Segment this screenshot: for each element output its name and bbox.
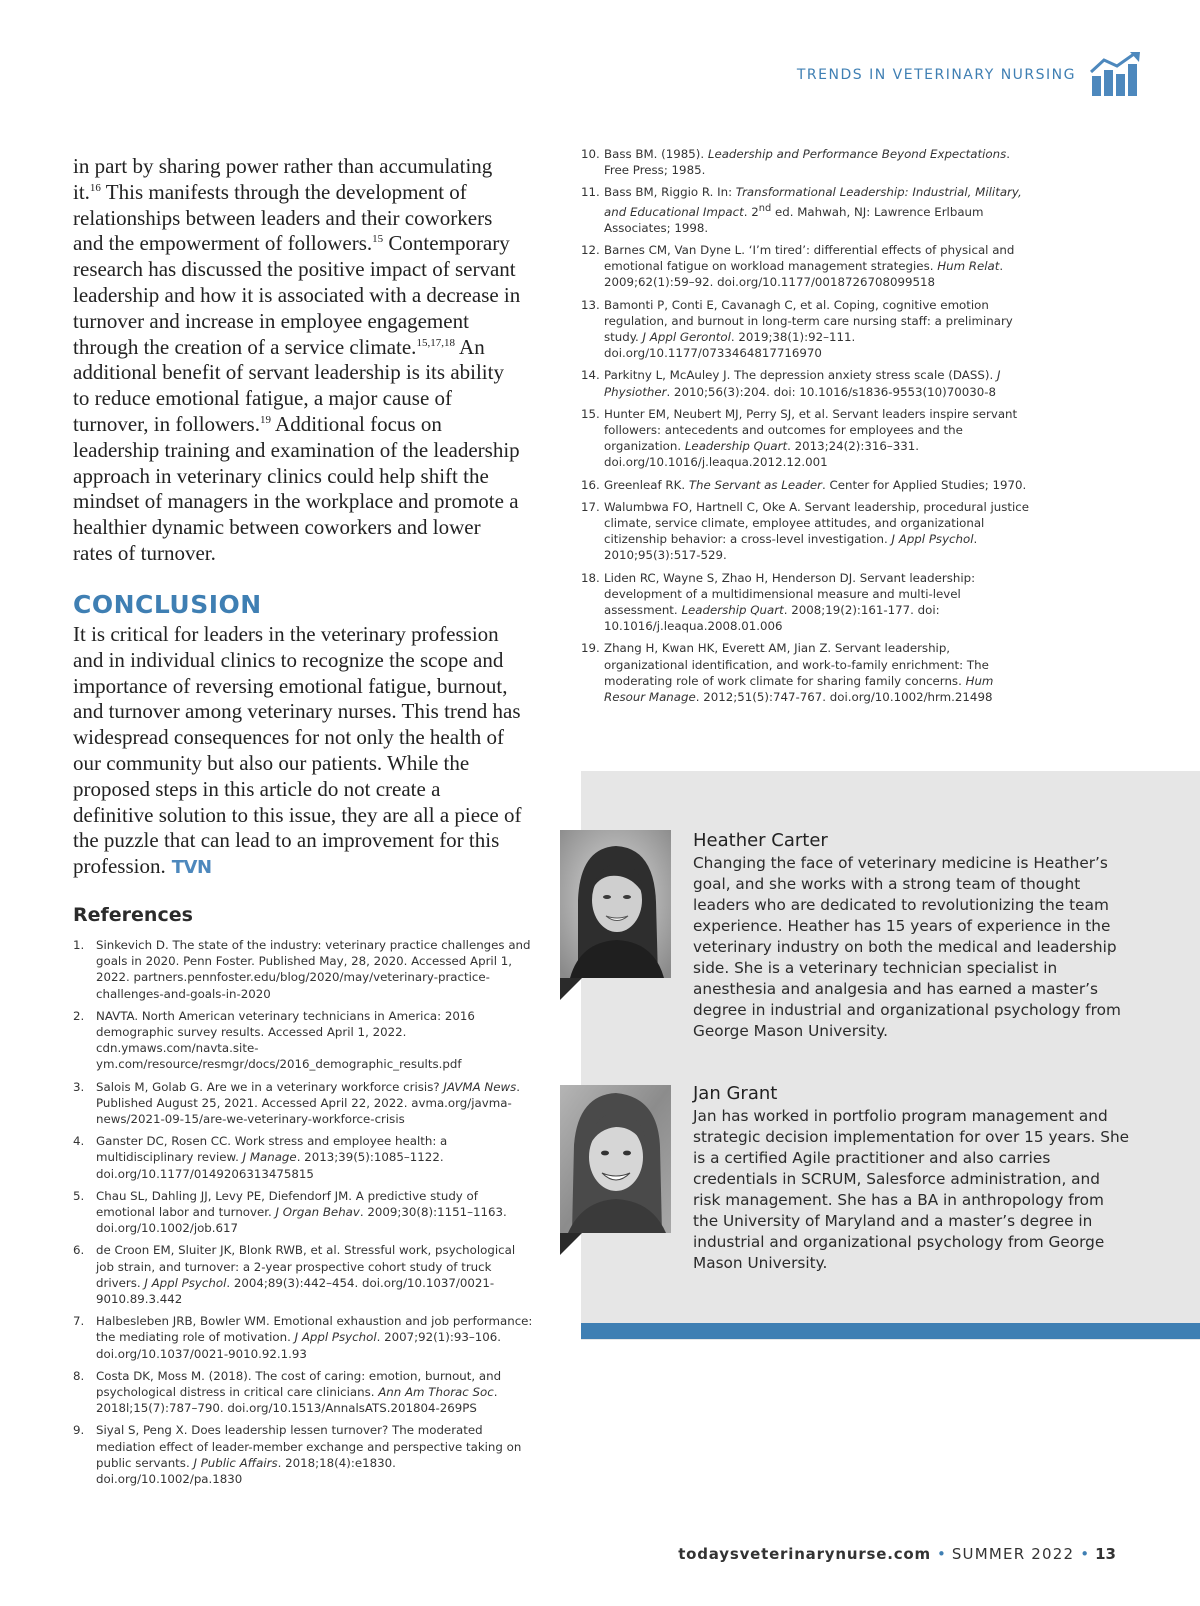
body-paragraph-conclusion bbox=[73, 622, 525, 881]
journal-title: J Appl Psychol bbox=[294, 1330, 377, 1345]
text-run: Halbesleben JRB, Bowler WM. Emotional exhaustion and job performance: the mediating role of motivation. bbox=[96, 1314, 533, 1345]
text-run: Siyal S, Peng X. Does leadership lessen turnover? The moderated mediation effect of leader-member exchange and perspective taking on public servants. bbox=[96, 1423, 522, 1470]
reference-number: 11. bbox=[581, 185, 600, 200]
author-photo-jan-grant bbox=[560, 1085, 671, 1233]
text-run: Barnes CM, Van Dyne L. ‘I’m tired’: differential effects of physical and emotional fatigue on workload management strategies. bbox=[604, 242, 1015, 274]
reference-number: 17. bbox=[581, 499, 600, 514]
footer-site-url: todaysveterinarynurse.com bbox=[678, 1545, 931, 1563]
journal-title: J Public Affairs bbox=[193, 1455, 278, 1470]
journal-title: J Appl Psychol bbox=[144, 1275, 227, 1290]
text-run: Walumbwa FO, Hartnell C, Oke A. Servant leadership, procedural justice climate, service climate, employee attitudes, and organizational citizenship behavior: a cross-level investigation. bbox=[604, 499, 1030, 547]
text-run: Salois M, Golab G. Are we in a veterinary workforce crisis? bbox=[96, 1079, 444, 1094]
bio-panel-accent-bar bbox=[581, 1323, 1200, 1339]
journal-title: JAVMA News bbox=[443, 1079, 517, 1094]
author-name: Jan Grant bbox=[693, 1083, 778, 1104]
text-run: . 2018;18(4):e1830. doi.org/10.1002/pa.1830 bbox=[96, 1455, 396, 1487]
reference-item bbox=[73, 1313, 533, 1362]
journal-title: Leadership Quart bbox=[684, 439, 788, 454]
reference-number: 10. bbox=[581, 147, 600, 161]
text-run: ed. Mahwah, NJ: Lawrence Erlbaum Associates; 1998. bbox=[604, 204, 984, 235]
reference-number: 7. bbox=[73, 1314, 85, 1329]
reference-item bbox=[73, 1368, 533, 1417]
citation-superscript: 19 bbox=[259, 413, 271, 426]
reference-item bbox=[73, 1242, 533, 1307]
text-run: Costa DK, Moss M. (2018). The cost of caring: emotion, burnout, and psychological distress in critical care clinicians. bbox=[96, 1368, 502, 1400]
reference-item bbox=[73, 937, 533, 1002]
text-run: . 2010;95(3):517-529. bbox=[604, 532, 978, 563]
reference-number: 6. bbox=[73, 1243, 85, 1258]
reference-number: 12. bbox=[581, 242, 600, 257]
reference-item bbox=[581, 367, 1036, 399]
reference-number: 3. bbox=[73, 1079, 85, 1094]
footer-separator: • bbox=[1080, 1545, 1090, 1563]
text-run: Greenleaf RK. bbox=[604, 477, 689, 492]
journal-title: J Appl Gerontol bbox=[642, 329, 731, 344]
body-paragraph-servant-leadership bbox=[73, 154, 525, 567]
text-run: Contemporary research has discussed the positive impact of servant leadership and how it is associated with a decrease in turnover and increase in employee engagement through the creation of a service climate. bbox=[73, 231, 521, 359]
text-run: This manifests through the development of relationships between leaders and their coworkers and the empowerment of followers. bbox=[73, 179, 493, 256]
reference-number: 2. bbox=[73, 1008, 85, 1023]
reference-number: 5. bbox=[73, 1188, 85, 1203]
text-run: . 2010;56(3):204. doi: 10.1016/s1836-9553(10)70030-8 bbox=[666, 384, 997, 399]
journal-title: Hum Resour Manage bbox=[604, 673, 994, 705]
text-run: Zhang H, Kwan HK, Everett AM, Jian Z. Servant leadership, organizational identification, and work-to-family enrichment: The moderating role of work climate for sharing family concerns. bbox=[604, 641, 989, 688]
text-run: Bass BM. (1985). bbox=[604, 147, 708, 161]
author-name: Heather Carter bbox=[693, 830, 828, 851]
reference-number: 1. bbox=[73, 938, 85, 952]
reference-list-left bbox=[73, 937, 533, 1493]
text-run: . Center for Applied Studies; 1970. bbox=[821, 477, 1027, 492]
reference-number: 14. bbox=[581, 368, 600, 383]
text-run: Hunter EM, Neubert MJ, Perry SJ, et al. Servant leaders inspire servant followers: antecedents and outcomes for employees and the organization. bbox=[604, 406, 1018, 454]
journal-title: Transformational Leadership: Industrial, Military, and Educational Impact bbox=[604, 185, 1022, 219]
footer-separator: • bbox=[936, 1545, 946, 1563]
author-bio-text: Changing the face of veterinary medicine is Heather’s goal, and she works with a strong team of thought leaders who are dedicated to revolutionizing the team experience. Heather has 15 years of experience in the veterinary industry on both the medical and leadership side. She is a veterinary technician specialist in anesthesia and analgesia and has earned a master’s degree in industrial and organizational psychology from George Mason University. bbox=[693, 854, 1121, 1040]
journal-title: The Servant as Leader bbox=[688, 477, 822, 492]
reference-number: 18. bbox=[581, 570, 600, 585]
text-run: . 2009;62(1):59–92. doi.org/10.1177/0018726708099518 bbox=[604, 259, 1004, 290]
conclusion-text: It is critical for leaders in the veterinary profession and in individual clinics to recognize the scope and importance of reversing emotional fatigue, burnout, and turnover among veterinary nurses. This trend has widespread consequences for not only the health of our community but also our patients. While the proposed steps in this article do not create a definitive solution to this issue, they are all a piece of the puzzle that can lead to an improvement for this profession. bbox=[73, 622, 522, 879]
photo-corner-tab bbox=[560, 1233, 582, 1255]
reference-item bbox=[581, 570, 1036, 635]
text-run: Parkitny L, McAuley J. The depression anxiety stress scale (DASS). bbox=[604, 368, 997, 383]
text-run: Liden RC, Wayne S, Zhao H, Henderson DJ. Servant leadership: development of a multidimensional measure and multi-level assessment. bbox=[604, 570, 976, 617]
page-footer bbox=[678, 1545, 1116, 1563]
footer-issue: SUMMER 2022 bbox=[951, 1545, 1075, 1563]
text-run: . 2019;38(1):92–111. doi.org/10.1177/0733464817716970 bbox=[604, 329, 856, 361]
journal-title: J Organ Behav bbox=[275, 1205, 360, 1220]
text-run: . 2 bbox=[743, 204, 759, 219]
reference-item bbox=[581, 499, 1036, 564]
text-run: . Free Press; 1985. bbox=[604, 147, 1011, 178]
photo-corner-tab bbox=[560, 978, 582, 1000]
reference-item bbox=[73, 1422, 533, 1487]
text-run: An additional benefit of servant leadership is its ability to reduce emotional fatigue, a major cause of turnover, in followers. bbox=[73, 334, 504, 436]
text-run: Bass BM, Riggio R. In: bbox=[604, 185, 736, 200]
reference-item bbox=[581, 146, 1036, 178]
text-run: Chau SL, Dahling JJ, Levy PE, Diefendorf JM. A predictive study of emotional labor and turnover. bbox=[96, 1188, 478, 1220]
journal-title: Ann Am Thorac Soc bbox=[378, 1385, 494, 1400]
citation-superscript: nd bbox=[758, 202, 772, 214]
text-run: . 2018l;15(7):787–790. doi.org/10.1513/AnnalsATS.201804-269PS bbox=[96, 1385, 498, 1416]
journal-title: J Appl Psychol bbox=[891, 532, 974, 547]
text-run: Sinkevich D. The state of the industry: veterinary practice challenges and goals in 2020. Penn Foster. Published May, 28, 2020. Accessed April 1, 2022. partners.pennfoster.edu/blog/2020/may/veterinary-practice-challenges-and-goals-in-2020 bbox=[96, 938, 531, 1001]
reference-number: 13. bbox=[581, 297, 600, 312]
text-run: . 2008;19(2):161-177. doi: 10.1016/j.leaqua.2008.01.006 bbox=[604, 603, 940, 634]
text-run: Bamonti P, Conti E, Cavanagh C, et al. Coping, cognitive emotion regulation, and burnout in long-term care nursing staff: a preliminary study. bbox=[604, 297, 1013, 344]
reference-item bbox=[581, 640, 1036, 705]
text-run: . 2013;24(2):316–331. doi.org/10.1016/j.leaqua.2012.12.001 bbox=[604, 439, 919, 470]
reference-number: 15. bbox=[581, 406, 600, 421]
reference-item bbox=[73, 1079, 533, 1128]
reference-item bbox=[73, 1188, 533, 1237]
reference-number: 16. bbox=[581, 477, 600, 492]
text-run: Additional focus on leadership training and examination of the leadership approach in veterinary clinics could help shift the mindset of managers in the workplace and promote a healthier dynamic between coworkers and lower rates of turnover. bbox=[73, 411, 520, 565]
reference-item bbox=[581, 242, 1036, 291]
text-run: de Croon EM, Sluiter JK, Blonk RWB, et al. Stressful work, psychological job strain, and turnover: a 2-year prospective cohort study of truck drivers. bbox=[96, 1243, 516, 1290]
citation-superscript: 16 bbox=[89, 181, 101, 194]
reference-list-right bbox=[581, 146, 1036, 711]
text-run: Ganster DC, Rosen CC. Work stress and employee health: a multidisciplinary review. bbox=[96, 1134, 448, 1165]
reference-number: 4. bbox=[73, 1134, 85, 1149]
reference-item bbox=[581, 406, 1036, 471]
running-header: TRENDS IN VETERINARY NURSING bbox=[796, 67, 1076, 83]
journal-title: J Physiother bbox=[604, 368, 1001, 399]
journal-title: J Manage bbox=[242, 1150, 297, 1165]
journal-title: Leadership and Performance Beyond Expectations bbox=[707, 147, 1007, 161]
text-run: . 2012;51(5):747-767. doi.org/10.1002/hrm.21498 bbox=[695, 690, 993, 705]
page-number: 13 bbox=[1095, 1545, 1116, 1563]
journal-title: Leadership Quart bbox=[681, 603, 784, 617]
text-run: in part by sharing power rather than accumulating it. bbox=[73, 154, 493, 204]
reference-number: 8. bbox=[73, 1368, 85, 1383]
citation-superscript: 15,17,18 bbox=[416, 336, 455, 349]
reference-item bbox=[581, 184, 1036, 236]
citation-superscript: 15 bbox=[372, 233, 384, 246]
reference-number: 19. bbox=[581, 641, 600, 656]
section-heading-conclusion: CONCLUSION bbox=[73, 590, 262, 619]
text-run: . 2007;92(1):93–106. doi.org/10.1037/0021-9010.92.1.93 bbox=[96, 1330, 501, 1361]
text-run: NAVTA. North American veterinary technicians in America: 2016 demographic survey results. Accessed April 1, 2022. cdn.ymaws.com/navta.site-ym.com/resource/resmgr/docs/2016_demographic_results.pdf bbox=[96, 1008, 475, 1072]
bar-chart-trend-icon bbox=[1090, 52, 1144, 98]
reference-item bbox=[581, 477, 1036, 493]
author-photo-heather-carter bbox=[560, 830, 671, 978]
text-run: . Published August 25, 2021. Accessed April 22, 2022. avma.org/javma-news/2021-09-15/are-we-veterinary-workforce-crisis bbox=[96, 1079, 521, 1127]
text-run: . 2009;30(8):1151–1163. doi.org/10.1002/job.617 bbox=[96, 1205, 507, 1236]
reference-number: 9. bbox=[73, 1423, 85, 1438]
text-run: . 2004;89(3):442–454. doi.org/10.1037/0021-9010.89.3.442 bbox=[96, 1275, 495, 1307]
author-bio-text: Jan has worked in portfolio program management and strategic decision implementation for over 15 years. She is a certified Agile practitioner and also carries credentials in SCRUM, Salesforce administration, and risk management. She has a BA in anthropology from the University of Maryland and a master’s degree in industrial and organizational psychology from George Mason University. bbox=[693, 1107, 1130, 1272]
text-run: . 2013;39(5):1085–1122. doi.org/10.1177/0149206313475815 bbox=[96, 1150, 444, 1181]
reference-item bbox=[581, 297, 1036, 362]
tvn-end-mark-logo: TVN bbox=[171, 857, 212, 879]
journal-title: Hum Relat bbox=[937, 259, 1000, 274]
reference-item bbox=[73, 1008, 533, 1073]
references-heading: References bbox=[73, 904, 193, 926]
reference-item bbox=[73, 1133, 533, 1182]
